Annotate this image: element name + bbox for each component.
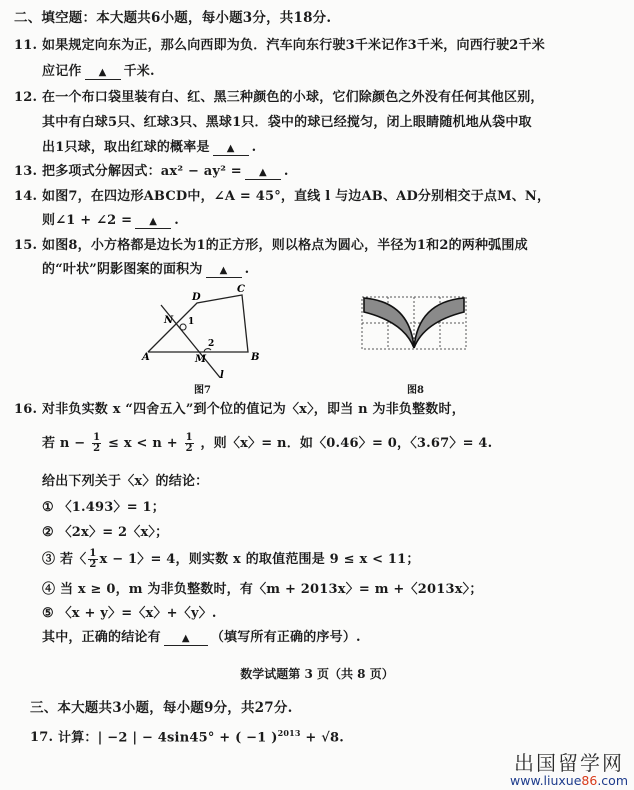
question-text: 把多项式分解因式：ax² − ay² = bbox=[42, 164, 242, 179]
conclusion-2 bbox=[42, 525, 168, 541]
question-15-line-1 bbox=[14, 238, 528, 254]
question-text: ，则〈x〉= n．如〈0.46〉= 0，〈3.67〉= 4. bbox=[200, 436, 493, 451]
figure-7-caption: 图7 bbox=[194, 385, 211, 396]
watermark-url: www.liuxue86.com bbox=[510, 773, 628, 788]
question-number: 11. bbox=[14, 38, 38, 53]
question-text: 则∠1 + ∠2 = bbox=[42, 213, 133, 228]
conclusion-1 bbox=[42, 500, 165, 516]
item-text: 〈2x〉= 2〈x〉； bbox=[58, 525, 169, 540]
question-text: 对非负实数 x “四舍五入”到个位的值记为〈x〉，即当 n 为非负整数时， bbox=[42, 402, 465, 417]
question-text: 如图7，在四边形ABCD中，∠A = 45°，直线 l 与边AB、AD分别相交于点M、N， bbox=[42, 189, 551, 204]
label-a: A bbox=[142, 352, 150, 363]
label-d: D bbox=[192, 292, 201, 303]
question-11-line-1 bbox=[14, 38, 545, 54]
section-2-heading: 二、填空题：本大题共6小题，每小题3分，共18分. bbox=[14, 10, 332, 26]
question-text: 计算：| −2 | − 4sin45° + ( −1 ) bbox=[58, 730, 278, 746]
question-text: 若 n − bbox=[42, 436, 86, 451]
question-number: 12. bbox=[14, 90, 38, 105]
question-text: 如果规定向东为正，那么向西即为负．汽车向东行驶3千米记作3千米，向西行驶2千米 bbox=[42, 38, 545, 53]
page-footer: 数学试题第 3 页（共 8 页） bbox=[240, 667, 394, 681]
question-text: 的“叶状”阴影图案的面积为 bbox=[42, 262, 203, 277]
question-text: . bbox=[244, 262, 250, 277]
conclusion-3 bbox=[42, 548, 420, 572]
item-marker: ④ bbox=[42, 582, 56, 597]
question-text: 应记作 bbox=[42, 64, 82, 79]
question-text: （填写所有正确的序号）. bbox=[210, 630, 361, 645]
question-13 bbox=[14, 164, 289, 180]
figure-8-leaf-pattern bbox=[360, 294, 470, 354]
question-17 bbox=[30, 725, 344, 746]
item-marker: ① bbox=[42, 500, 54, 515]
label-b: B bbox=[251, 352, 260, 363]
question-11-line-2 bbox=[42, 64, 155, 80]
question-15-line-2 bbox=[42, 262, 249, 278]
site-watermark bbox=[510, 752, 628, 788]
section-3-heading: 三、本大题共3小题，每小题9分，共27分. bbox=[30, 700, 293, 716]
answer-blank[interactable]: ▲ bbox=[213, 143, 249, 156]
fraction-half: $\frac{1}{2}$ bbox=[89, 548, 97, 570]
question-number: 17. bbox=[30, 730, 54, 746]
item-text: x − 1〉= 4，则实数 x 的取值范围是 9 ≤ x < 11； bbox=[99, 552, 420, 567]
item-marker: ③ bbox=[42, 552, 56, 567]
question-text: + √8. bbox=[300, 730, 344, 746]
question-16-intro: 给出下列关于〈x〉的结论： bbox=[42, 474, 209, 489]
question-text: 出1只球，取出红球的概率是 bbox=[42, 140, 210, 155]
answer-blank[interactable]: ▲ bbox=[245, 167, 281, 180]
label-m: M bbox=[195, 354, 207, 365]
answer-blank[interactable]: ▲ bbox=[206, 265, 242, 278]
question-text: . bbox=[251, 140, 257, 155]
question-12-line-3 bbox=[42, 140, 256, 156]
item-text: 〈x + y〉=〈x〉+〈y〉. bbox=[58, 606, 217, 621]
conclusion-5 bbox=[42, 606, 217, 622]
question-16-line-1 bbox=[14, 402, 465, 418]
conclusion-4 bbox=[42, 582, 483, 598]
question-number: 13. bbox=[14, 164, 38, 179]
item-text: 当 x ≥ 0，m 为非负整数时，有〈m + 2013x〉= m +〈2013x〉； bbox=[59, 582, 483, 597]
question-14-line-2 bbox=[42, 213, 179, 229]
exponent: 2013 bbox=[277, 728, 301, 738]
question-number: 16. bbox=[14, 402, 38, 417]
question-12-line-2 bbox=[42, 115, 532, 131]
question-text: . bbox=[283, 164, 289, 179]
question-text: 如图8，小方格都是边长为1的正方形，则以格点为圆心，半径为1和2的两种弧围成 bbox=[42, 238, 528, 253]
question-text: 其中有白球5只、红球3只、黑球1只．袋中的球已经搅匀，闭上眼睛随机地从袋中取 bbox=[42, 115, 532, 130]
label-l: l bbox=[220, 370, 224, 378]
fraction-half: $\frac{1}{2}$ bbox=[185, 432, 193, 454]
question-14-line-1 bbox=[14, 189, 550, 205]
item-text: 〈1.493〉= 1； bbox=[58, 500, 165, 515]
item-marker: ② bbox=[42, 525, 54, 540]
angle-1-label: 1 bbox=[188, 317, 195, 327]
question-number: 15. bbox=[14, 238, 38, 253]
question-text: 在一个布口袋里装有白、红、黑三种颜色的小球，它们除颜色之外没有任何其他区别， bbox=[42, 90, 544, 105]
answer-blank[interactable]: ▲ bbox=[164, 633, 208, 646]
label-c: C bbox=[237, 284, 245, 295]
question-number: 14. bbox=[14, 189, 38, 204]
figure-8-caption: 图8 bbox=[407, 385, 424, 396]
label-n: N bbox=[164, 315, 174, 326]
question-text: ≤ x < n + bbox=[108, 436, 178, 451]
question-text: 千米. bbox=[123, 64, 155, 79]
item-text: 若〈 bbox=[59, 552, 87, 567]
item-marker: ⑤ bbox=[42, 606, 54, 621]
figure-7-quadrilateral bbox=[140, 278, 290, 378]
fraction-half: $\frac{1}{2}$ bbox=[93, 432, 101, 454]
question-12-line-1 bbox=[14, 90, 544, 106]
answer-blank[interactable]: ▲ bbox=[85, 67, 121, 80]
question-16-conclusion bbox=[42, 630, 361, 646]
question-text: . bbox=[174, 213, 179, 228]
question-text: 其中，正确的结论有 bbox=[42, 630, 161, 645]
angle-2-label: 2 bbox=[208, 339, 215, 349]
answer-blank[interactable]: ▲ bbox=[135, 216, 171, 229]
question-16-line-2 bbox=[42, 432, 492, 456]
watermark-title: 出国留学网 bbox=[514, 751, 625, 775]
